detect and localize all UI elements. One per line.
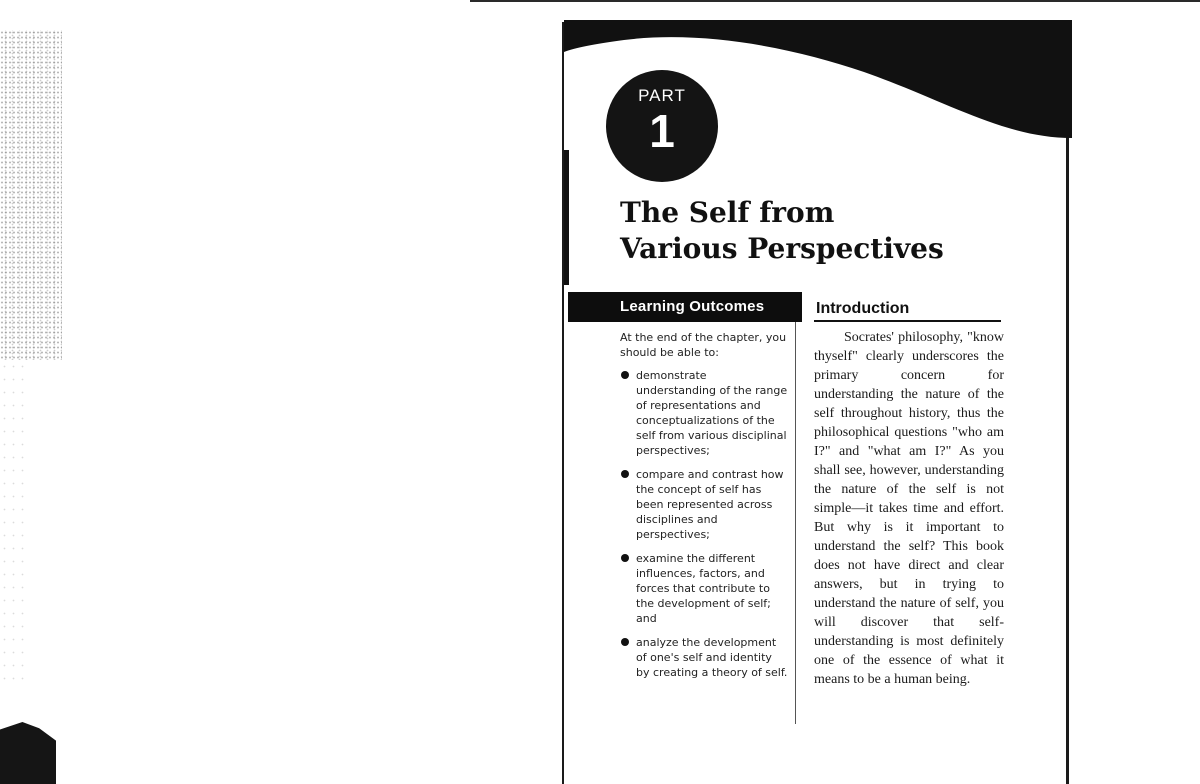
page-left-band: [564, 150, 569, 285]
column-divider: [795, 322, 796, 724]
chapter-title-line-2: Various Perspectives: [620, 232, 944, 265]
page-top-edge: [470, 0, 1200, 2]
learning-outcomes-list: [620, 368, 788, 680]
learning-outcomes-intro: At the end of the chapter, you should be able to:: [620, 331, 787, 359]
list-item: compare and contrast how the concept of self has been represented across disciplines and perspectives;: [620, 467, 788, 542]
learning-outcomes-heading: Learning Outcomes: [620, 298, 765, 315]
list-item: examine the different influences, factors, and forces that contribute to the development of self; and: [620, 551, 788, 626]
learning-outcomes-body: [620, 330, 788, 689]
part-badge: [606, 70, 718, 182]
chapter-title: [620, 195, 1050, 267]
part-label: PART: [638, 86, 686, 105]
list-item: demonstrate understanding of the range of representations and conceptualizations of the self from various disciplinal perspectives;: [620, 368, 788, 458]
introduction-body: Socrates' philosophy, "know thyself" clearly underscores the primary concern for understanding the nature of the self throughout history, thus the philosophical questions "who am I?" and "what am I?" As you shall see, however, understanding the nature of the self is not simple—it takes time and effort. But why is it important to understand the self? This book does not have direct and clear answers, but in trying to understand the nature of self, you will discover that self-understanding is most definitely one of the essence of what it means to be a human being.: [814, 330, 1004, 687]
chapter-title-line-1: The Self from: [620, 196, 835, 229]
part-number: 1: [649, 105, 675, 157]
introduction-underline: [814, 320, 1001, 322]
list-item: analyze the development of one's self and identity by creating a theory of self.: [620, 635, 788, 680]
introduction-heading: Introduction: [816, 300, 910, 317]
learning-outcomes-header: [568, 292, 802, 322]
scan-noise-lower: [0, 360, 30, 690]
scan-noise: [0, 30, 62, 360]
scan-corner-shadow: [0, 722, 56, 784]
